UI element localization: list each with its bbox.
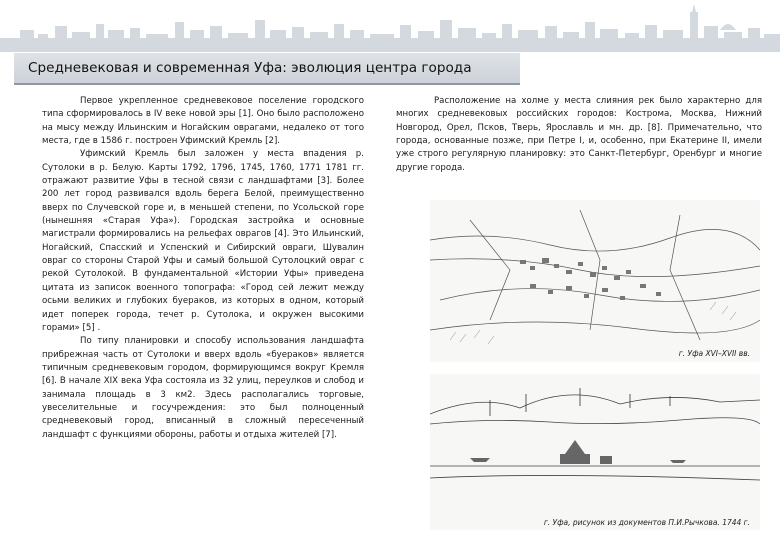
title-bar — [14, 53, 520, 85]
figure-caption: г. Уфа, рисунок из документов П.И.Рычкова. 1744 г. — [543, 518, 750, 527]
ufa-old-town-sketch — [430, 200, 760, 362]
paragraph: Расположение на холме у места слияния рек было характерно для многих средневековых российских городов: Кострома, Москва, Нижний Новгород, Орел, Псков, Тверь, Ярославль и мн. др. [8]. Примечательно, что города, основанные позже, при Петре I, и, особенно, при Екатерине II, имели уже строго регулярную планировку: это Санкт-Петербург, Оренбург и многие другие города. — [396, 96, 762, 173]
page-title: Средневековая и современная Уфа: эволюция центра города — [28, 60, 472, 76]
paragraph: Первое укрепленное средневековое поселение городского типа сформировалось в IV веке новой эры [1]. Оно было расположено на мысу между Ильинским и Ногайским оврагами, недалеко от того места, где в 1586 г. построен Уфимский Кремль [2]. — [42, 96, 364, 147]
historic-map-figure — [430, 200, 760, 362]
skyline-banner — [0, 0, 780, 52]
right-text-column — [396, 95, 762, 175]
left-text-column — [42, 95, 364, 442]
paragraph: Уфимский Кремль был заложен у места впадения р. Сутолоки в р. Белую. Карты 1792, 1796, 1745, 1760, 1771 1781 гг. отражают развитие Уфы в тесной связи с ландшафтами [3]. Более 200 лет город развивался вдоль берега Белой, преимущественно вверх по Случевской горе и, в меньшей степени, по Усольской горе (нынешняя «Старая Уфа»). Городская застройка и основные магистрали формировались на рельефах оврагов [4]. Это Ильинский, Ногайский, Спасский и Успенский и Сибирский овраги, Шувалин овраг со стороны Старой Уфы и самый большой Сутолоцкий овраг с рекой Сутолокой. В фундаментальной «Истории Уфы» приведена цитата из записок военного топографа: «Город сей лежит между осьми великих и глубоких буераков, из которых в одном, который идет поперек города, течет р. Сутолока, и окружен высокими горами» [5] . — [42, 149, 364, 333]
ufa-1744-sketch — [430, 374, 760, 530]
figure-caption: г. Уфа XVI–XVII вв. — [678, 349, 750, 358]
rychkov-drawing-figure — [430, 374, 760, 530]
paragraph: По типу планировки и способу использования ландшафта прибрежная часть от Сутолоки и вверх вдоль «буераков» является типичным средневековым городом, формирующимся вокруг Кремля [6]. В начале XIX века Уфа состояла из 32 улиц, переулков и слобод и занимала площадь в 3 км2. Здесь располагались торговые, увеселительные и госучреждения: это был полноценный средневековый город, вписанный в сложный пересеченный ландшафт с функциями обороны, работы и отдыха жителей [7]. — [42, 336, 364, 440]
